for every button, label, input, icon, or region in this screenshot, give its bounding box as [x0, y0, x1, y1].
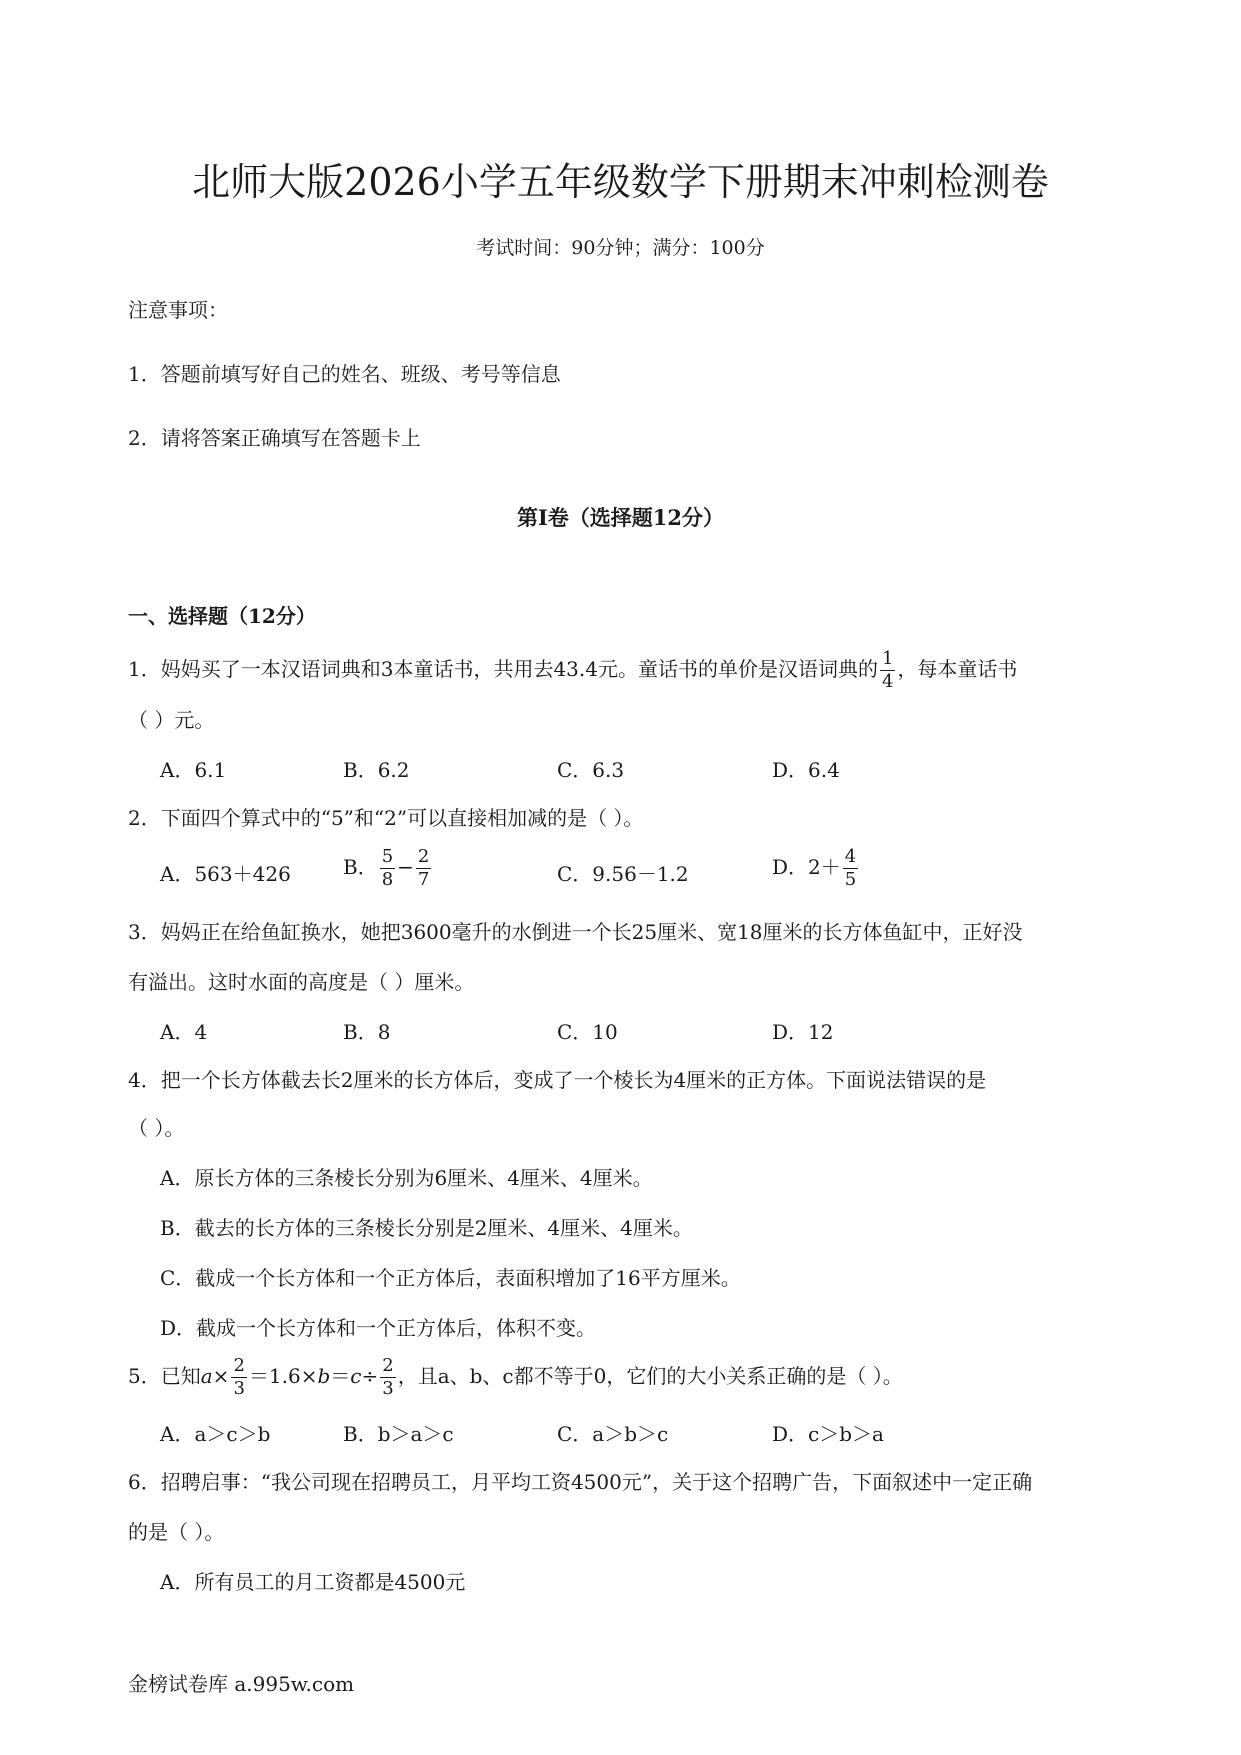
question-3-option-a: A．4 — [160, 1020, 208, 1044]
times-sign: × — [212, 1364, 230, 1388]
question-2-stem: 2．下面四个算式中的“5”和“2”可以直接相加减的是（ ）。 — [128, 806, 644, 830]
fraction-one-quarter — [880, 648, 895, 693]
divide-sign: ÷ — [361, 1364, 379, 1388]
fraction-numerator: 2 — [382, 1355, 394, 1376]
fraction-denominator: 5 — [844, 869, 857, 890]
exam-info: 考试时间：90分钟；满分：100分 — [476, 237, 765, 259]
fraction-denominator: 8 — [381, 869, 394, 890]
question-6-line-1: 6．招聘启事：“我公司现在招聘员工，月平均工资4500元”，关于这个招聘广告，下面叙述中一定正确 — [128, 1470, 1033, 1494]
fraction-numerator: 4 — [844, 846, 857, 867]
fraction-numerator: 5 — [381, 846, 394, 867]
fraction — [231, 1355, 246, 1400]
fraction — [380, 1355, 395, 1400]
question-1-option-b: B．6.2 — [343, 758, 410, 782]
fraction-denominator: 4 — [881, 671, 894, 692]
question-2-option-d — [772, 846, 860, 891]
question-5-option-d: D．c＞b＞a — [772, 1422, 884, 1446]
variable-b: b — [317, 1364, 331, 1388]
question-1-text-b: ，每本童话书 — [897, 657, 1018, 681]
question-4-option-b: B．截去的长方体的三条棱长分别是2厘米、4厘米、4厘米。 — [160, 1216, 693, 1240]
question-1-text-a: 1．妈妈买了一本汉语词典和3本童话书，共用去43.4元。童话书的单价是汉语词典的 — [128, 657, 878, 681]
question-4-option-c: C．截成一个长方体和一个正方体后，表面积增加了16平方厘米。 — [160, 1266, 741, 1290]
question-2-option-c: C．9.56－1.2 — [557, 862, 689, 886]
option-label: B． — [343, 855, 378, 879]
question-1-option-d: D．6.4 — [772, 758, 840, 782]
part-heading: 一、选择题（12分） — [128, 604, 316, 628]
question-1-line-1 — [128, 648, 1017, 693]
notice-item-2: 2．请将答案正确填写在答题卡上 — [128, 426, 421, 450]
question-4-option-d: D．截成一个长方体和一个正方体后，体积不变。 — [160, 1316, 597, 1340]
fraction-numerator: 2 — [233, 1355, 245, 1376]
fraction — [843, 846, 858, 891]
question-5-suffix: ，且a、b、c都不等于0，它们的大小关系正确的是（ ）。 — [397, 1364, 903, 1388]
option-label: D． — [772, 855, 809, 879]
page-title: 北师大版2026小学五年级数学下册期末冲刺检测卷 — [192, 160, 1049, 204]
question-3-line-2: 有溢出。这时水面的高度是（ ）厘米。 — [128, 970, 475, 994]
minus-sign: − — [397, 855, 414, 879]
variable-a: a — [200, 1364, 213, 1388]
notice-item-1: 1．答题前填写好自己的姓名、班级、考号等信息 — [128, 362, 561, 386]
fraction-denominator: 7 — [417, 869, 430, 890]
question-4-line-1: 4．把一个长方体截去长2厘米的长方体后，变成了一个棱长为4厘米的正方体。下面说法错误的是 — [128, 1068, 987, 1092]
question-5-stem — [128, 1355, 903, 1400]
page-footer: 金榜试卷库 a.995w.com — [128, 1672, 355, 1696]
expression-middle: ＝1.6× — [248, 1364, 318, 1388]
question-6-line-2: 的是（ ）。 — [128, 1520, 225, 1544]
question-5-prefix: 5．已知 — [128, 1364, 201, 1388]
expression-prefix: 2＋ — [808, 855, 841, 879]
fraction — [416, 846, 431, 891]
fraction-numerator: 1 — [881, 648, 894, 669]
question-1-option-c: C．6.3 — [557, 758, 625, 782]
question-3-line-1: 3．妈妈正在给鱼缸换水，她把3600毫升的水倒进一个长25厘米、宽18厘米的长方体鱼缸中，正好没 — [128, 920, 1023, 944]
equals-sign: ＝ — [330, 1364, 351, 1388]
question-5-option-c: C．a＞b＞c — [557, 1422, 669, 1446]
question-5-option-a: A．a＞c＞b — [160, 1422, 271, 1446]
question-2-option-a: A．563＋426 — [160, 862, 291, 886]
question-3-option-b: B．8 — [343, 1020, 391, 1044]
question-1-option-a: A．6.1 — [160, 758, 227, 782]
fraction-denominator: 3 — [233, 1378, 245, 1399]
section-title: 第I卷（选择题12分） — [516, 505, 725, 530]
question-3-option-c: C．10 — [557, 1020, 618, 1044]
question-3-option-d: D．12 — [772, 1020, 834, 1044]
variable-c: c — [350, 1364, 362, 1388]
question-5-option-b: B．b＞a＞c — [343, 1422, 454, 1446]
question-6-option-a: A．所有员工的月工资都是4500元 — [160, 1570, 466, 1594]
fraction-denominator: 3 — [382, 1378, 394, 1399]
fraction — [380, 846, 395, 891]
question-4-line-2: （ ）。 — [128, 1116, 185, 1140]
notice-heading: 注意事项： — [128, 298, 228, 322]
question-4-option-a: A．原长方体的三条棱长分别为6厘米、4厘米、4厘米。 — [160, 1166, 653, 1190]
question-2-option-b — [343, 846, 433, 891]
fraction-numerator: 2 — [417, 846, 430, 867]
question-1-line-2: （ ）元。 — [128, 708, 215, 732]
